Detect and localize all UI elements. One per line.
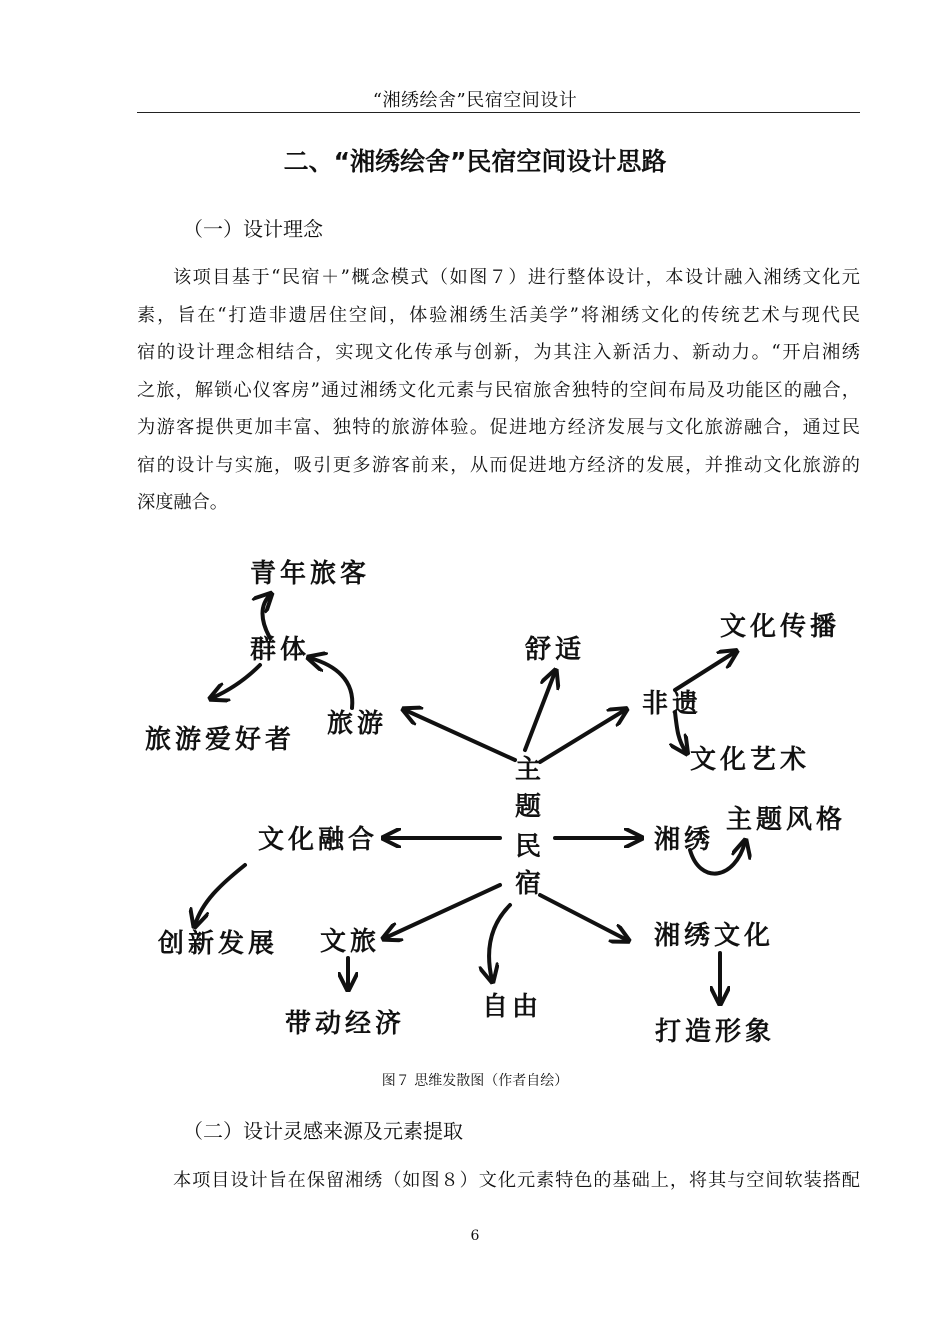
figure-caption: 图７ 思维发散图（作者自绘） xyxy=(381,1073,569,1089)
arrow-center-to-wenlv xyxy=(385,885,500,938)
chapter-title: 二、“湘绣绘舍”民宿空间设计思路 xyxy=(283,147,667,176)
header-divider xyxy=(137,112,860,113)
design-concept-paragraph xyxy=(137,259,860,522)
arrow-feiyi-to-chuanbo xyxy=(675,652,735,690)
node-qingnian: 青年旅客 xyxy=(250,559,371,589)
node-ziyou: 自由 xyxy=(482,992,543,1022)
paragraph-line: 该项目基于“民宿＋”概念模式（如图７）进行整体设计，本设计融入湘绣文化元 xyxy=(173,267,860,288)
node-zhuti-fengge: 主题风格 xyxy=(726,805,847,835)
node-wenhua-ronghe: 文化融合 xyxy=(258,825,379,855)
node-xiangxiu-wenhua: 湘绣文化 xyxy=(654,921,775,951)
center-char-2: 题 xyxy=(515,792,546,822)
node-feiyi: 非遗 xyxy=(642,689,703,719)
arrow-center-to-shushi xyxy=(525,672,555,750)
page-number: 6 xyxy=(470,1228,480,1244)
arrow-center-to-xiangxiuwenhua xyxy=(540,895,627,940)
center-char-4: 宿 xyxy=(515,869,546,899)
center-char-3: 民 xyxy=(515,832,546,862)
node-qunti: 群体 xyxy=(250,635,311,665)
node-shushi: 舒适 xyxy=(525,635,586,665)
paragraph-line: 为游客提供更加丰富、独特的旅游体验。促进地方经济发展与文化旅游融合，通过民 xyxy=(137,417,860,438)
paragraph-line: 素，旨在“打造非遗居住空间，体验湘绣生活美学”将湘绣文化的传统艺术与现代民 xyxy=(137,304,860,326)
node-wenhua-yishu: 文化艺术 xyxy=(690,745,811,775)
arrow-qunti-to-lvyouaihao xyxy=(212,665,260,698)
mind-map-diagram xyxy=(130,540,860,1060)
arrow-center-to-ziyou xyxy=(489,905,510,980)
center-char-1: 主 xyxy=(515,755,546,785)
node-dazao: 打造形象 xyxy=(655,1017,776,1047)
node-daidong: 带动经济 xyxy=(285,1009,406,1039)
paragraph-line: 深度融合。 xyxy=(137,492,228,513)
arrow-center-to-lvyou xyxy=(405,710,515,760)
running-header: “湘绣绘舍”民宿空间设计 xyxy=(372,90,578,111)
section-heading-inspiration: （二）设计灵感来源及元素提取 xyxy=(183,1119,463,1143)
arrow-qunti-to-qingnian xyxy=(263,595,271,638)
paragraph-line: 之旅，解锁心仪客房”通过湘绣文化元素与民宿旅舍独特的空间布局及功能区的融合， xyxy=(137,379,860,401)
paragraph-line: 宿的设计理念相结合，实现文化传承与创新，为其注入新活力、新动力。“开启湘绣 xyxy=(137,342,860,363)
arrow-wenhuaronghe-to-chuangxin xyxy=(195,865,245,925)
inspiration-paragraph xyxy=(137,1162,860,1200)
arrow-lvyou-to-qunti xyxy=(310,658,352,708)
node-lvyou-aihao: 旅游爱好者 xyxy=(145,725,296,755)
node-xiangxiu: 湘绣 xyxy=(654,825,715,855)
paragraph-line: 本项目设计旨在保留湘绣（如图８）文化元素特色的基础上，将其与空间软装搭配 xyxy=(173,1170,860,1191)
arrow-center-to-feiyi xyxy=(540,710,625,762)
node-wenhua-chuanbo: 文化传播 xyxy=(720,612,841,642)
section-heading-design-concept: （一）设计理念 xyxy=(183,217,323,241)
node-lvyou: 旅游 xyxy=(327,709,388,739)
node-wenlv: 文旅 xyxy=(320,927,381,957)
node-chuangxin: 创新发展 xyxy=(158,929,279,959)
paragraph-line: 宿的设计与实施，吸引更多游客前来，从而促进地方经济的发展，并推动文化旅游的 xyxy=(137,454,860,476)
